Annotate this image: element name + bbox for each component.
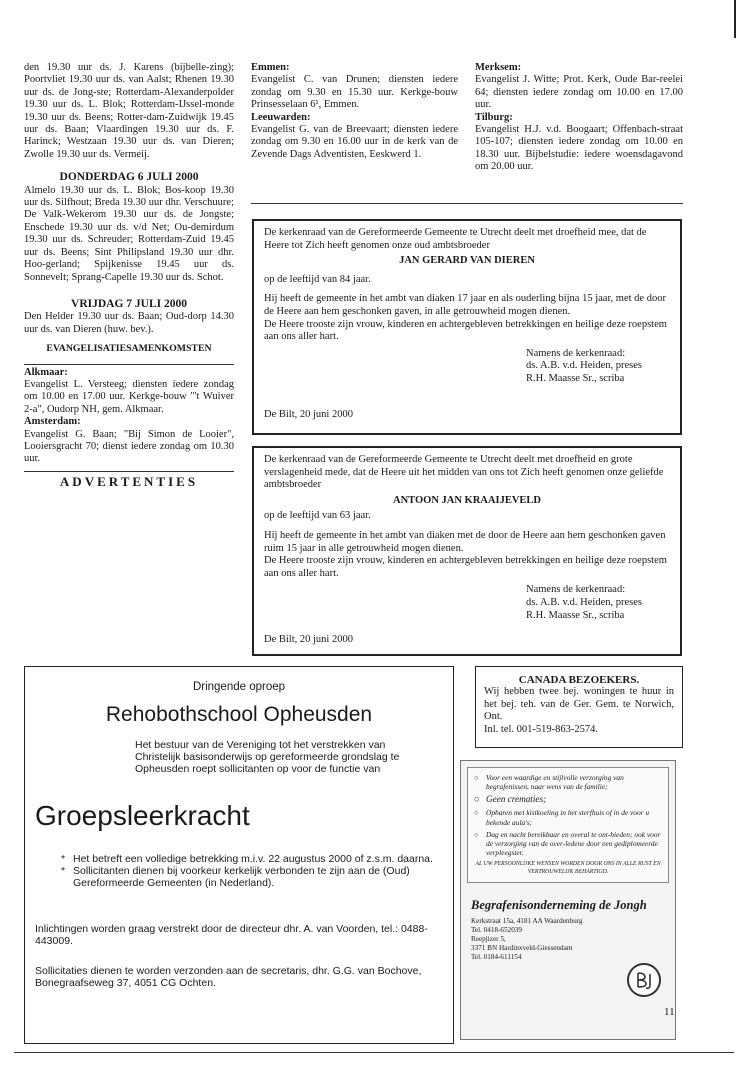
notice-date: De Bilt, 20 juni 2000 <box>264 409 353 420</box>
merksem-text: Evangelist J. Witte; Prot. Kerk, Oude Bar-reelei 64; diensten iedere zondag om 10.00 en 17.00 uur. <box>475 74 683 111</box>
emmen-city: Emmen: <box>251 62 290 73</box>
page-frame-top <box>0 0 736 38</box>
circle-icon: ○ <box>474 794 480 805</box>
info-text: Inlichtingen worden graag verstrekt door de directeur dhr. A. van Voorden, tel.: 0488-443009. <box>35 923 428 947</box>
alkmaar-city: Alkmaar: <box>24 366 68 378</box>
merksem-city: Merksem: <box>475 62 522 73</box>
signature-line: R.H. Maasse Sr., scriba <box>526 372 625 384</box>
divider <box>24 471 234 472</box>
notice-body: Hij heeft de gemeente in het ambt van diaken met de door de Heere aan hem geschonken gaven ruim 15 jaar in alle getrouwheid mogen dienen. <box>264 529 666 554</box>
tilburg-text: Evangelist H.J. v.d. Boogaart; Offenbach-straat 105-107; diensten iedere zondag om 10.00 en 18.30 uur. Bijbelstudie: iedere woensdagavond om 20.00 uur. <box>475 124 683 173</box>
signature-line: ds. A.B. v.d. Heiden, preses <box>526 360 642 372</box>
list-item <box>474 830 662 858</box>
church-services-list: den 19.30 uur ds. J. Karens (bijbelle-zing); Poortvliet 19.30 uur ds. van Aalst; Rhenen 19.30 uur ds. de Jong-ste; Rotterdam-Alexanderpolder 19.30 uur ds. L. Blok; Rotterdam-IJssel-monde 19.30 uur ds. Beens; Rotter-dam-Zuidwijk 19.45 uur ds. Baan; Vlaardingen 19.30 uur ds. F. Harinck; Westzaan 19.30 uur ds. van Dieren; Zwolle 19.30 uur ds. Vermeij. <box>24 62 234 160</box>
sollicitaties-text: Sollicitaties dienen te worden verzonden aan de secretaris, dhr. G.G. van Bochove, Bonegraafseweg 37, 4051 CG Ochten. <box>35 965 422 989</box>
notice-body: De Heere trooste zijn vrouw, kinderen en achtergebleven betrekkingen en heilige deze roepstem aan ons aller hart. <box>264 318 667 343</box>
bullet-text: Het betreft een volledige betrekking m.i.v. 22 augustus 2000 of z.s.m. daarna. <box>73 853 433 865</box>
notice-intro: De kerkenraad van de Gereformeerde Gemeente te Utrecht deelt met droefheid mee, dat de Heere tot Zich heeft genomen onze oud ambtsbroeder <box>264 227 647 251</box>
bullet-item <box>61 865 441 889</box>
canada-ad <box>475 666 683 748</box>
canada-text: Wij hebben twee bej. woningen te huur in het bej. teh. van de Ger. Gem. te Norwich, Ont. <box>484 686 674 723</box>
notice-age: op de leeftijd van 84 jaar. <box>264 273 371 285</box>
list-item <box>474 773 662 791</box>
amsterdam-city: Amsterdam: <box>24 416 81 428</box>
list-item <box>474 808 662 826</box>
page-number: 11 <box>664 1006 675 1018</box>
tilburg-city: Tilburg: <box>475 111 513 123</box>
column-2 <box>251 62 458 161</box>
signature-line: Namens de kerkenraad: <box>526 347 626 359</box>
amsterdam-text: Evangelist G. Baan; "Bij Simon de Looier", Looiersgracht 70; dienst iedere zondag om 10.30 uur. <box>24 428 234 465</box>
donderdag-services: Almelo 19.30 uur ds. L. Blok; Bos-koop 19.30 uur ds. Silfhout; Breda 19.30 uur dhr. Verschuure; De Valk-Wekerom 19.30 uur ds. de Jongste; Enschede 19.30 uur ds. v/d Net; Ou-demirdum 19.30 uur ds. Schreuder; Rotterdam-Zuid 19.45 uur ds. Beens; Sint Philipsland 19.30 uur dhr. Hoo-gerland; Spijkenisse 19.45 uur ds. Sonnevelt; Sprang-Capelle 19.30 uur ds. Schot. <box>24 184 234 283</box>
evangelisatie-heading: EVANGELISATIESAMENKOMSTEN <box>46 343 212 355</box>
item-text: Opbaren met kistkoeling in het sterfhuis of in de voor u bekende aula's; <box>486 808 650 827</box>
functie-title: Groepsleerkracht <box>35 800 250 831</box>
advertenties-heading: ADVERTENTIES <box>59 473 199 489</box>
canada-title: CANADA BEZOEKERS. <box>518 674 640 686</box>
oproep-label: Dringende oproep <box>192 681 286 693</box>
logo-icon <box>629 965 659 995</box>
notice-body: De Heere trooste zijn vrouw, kinderen en achtergebleven betrekkingen en heilige deze roepstem aan ons aller hart. <box>264 555 667 579</box>
signature-block <box>526 584 670 622</box>
item-text: Voor een waardige en stijlvolle verzorging van begrafenissen, naar wens van de familie; <box>486 773 624 792</box>
caps-text: AL UW PERSOONLIJKE WENSEN WORDEN DOOR ONS IN ALLE RUST EN VERTROUWELIJK BEHARTIGD. <box>475 861 661 876</box>
notice-age: op de leeftijd van 63 jaar. <box>264 510 371 522</box>
divider <box>251 203 683 204</box>
item-text: Dag en nacht bereikbaar en overal te ont-bieden; ook voor de verzorging van de over-ledene door een gediplomeerde verpleegster. <box>486 829 661 858</box>
divider <box>24 364 234 365</box>
bullet-item <box>61 853 441 865</box>
circle-icon: ○ <box>474 808 479 818</box>
canada-phone: Inl. tel. 001-519-863-2574. <box>484 723 599 735</box>
signature-block <box>526 348 670 386</box>
address-line: 3371 BN Hardinxveld-Giessendam <box>471 943 573 952</box>
bestuur-text: Het bestuur van de Vereniging tot het verstrekken van Christelijk basisonderwijs op gereformeerde grondslag te Opheusden roept sollicitanten op voor de functie van <box>135 739 400 775</box>
item-text: Geen crematies; <box>486 794 547 805</box>
circle-icon: ○ <box>474 773 479 782</box>
list-item <box>474 794 662 805</box>
notice-date: De Bilt, 20 juni 2000 <box>264 634 353 645</box>
circle-icon: ○ <box>474 829 479 839</box>
donderdag-heading: DONDERDAG 6 JULI 2000 <box>59 171 199 184</box>
deceased-name: ANTOON JAN KRAAIJEVELD <box>393 494 541 506</box>
phone-line: Tel. 0184-611154 <box>471 952 522 961</box>
services-box <box>467 767 669 883</box>
deceased-name: JAN GERARD VAN DIEREN <box>399 255 535 267</box>
vrijdag-heading: VRIJDAG 7 JULI 2000 <box>71 297 187 310</box>
page-frame-bottom <box>14 1052 734 1053</box>
brand-name: Begrafenisonderneming de Jongh <box>471 897 647 912</box>
column-3 <box>475 62 683 174</box>
bullet-list <box>61 853 441 889</box>
address-line: Kerkstraat 15a, 4181 AA Waardenburg <box>471 916 583 925</box>
signature-line: R.H. Maasse Sr., scriba <box>526 609 625 621</box>
vrijdag-services: Den Helder 19.30 uur ds. Baan; Oud-dorp 14.30 uur ds. van Dieren (huw. bev.). <box>24 311 234 335</box>
leeuwarden-text: Evangelist G. van de Breevaart; diensten iedere zondag om 9.30 en 16.00 uur in de kerk van de Zevende Dags Adventisten, Eeskwerd 1. <box>251 124 458 160</box>
logo-emblem <box>627 963 661 997</box>
address-line: Reepjizer 5, <box>471 934 506 943</box>
bullet-icon: * <box>61 865 66 877</box>
notice-body: Hij heeft de gemeente in het ambt van diaken 17 jaar en als ouderling bijna 15 jaar, met de door de Heere aan hem geschonken gaven, in alle getrouwheid mogen dienen. <box>264 293 666 317</box>
school-vacancy-ad <box>24 666 454 1044</box>
signature-line: ds. A.B. v.d. Heiden, preses <box>526 596 642 608</box>
death-notice-1 <box>252 219 682 435</box>
alkmaar-text: Evangelist L. Versteeg; diensten iedere zondag om 10.00 en 17.00 uur. Kerkge-bouw "'t Wuiver 2-a", Oudorp NH, gem. Alkmaar. <box>24 378 234 415</box>
bullet-text: Sollicitanten dienen bij voorkeur kerkelijk verbonden te zijn aan de (Oud) Gereformeerde Gemeenten (in Nederland). <box>73 865 410 889</box>
column-1 <box>24 62 234 488</box>
funeral-ad <box>460 760 676 1040</box>
address-block <box>467 917 669 962</box>
emmen-text: Evangelist C. van Drunen; diensten iedere zondag om 9.30 en 15.30 uur. Kerkge-bouw Prinsesselaan 6¹, Emmen. <box>251 74 458 111</box>
bullet-icon: * <box>61 853 66 865</box>
school-name: Rehobothschool Opheusden <box>105 703 373 726</box>
notice-intro: De kerkenraad van de Gereformeerde Gemeente te Utrecht deelt met droefheid en grote verslagenheid mede, dat de Heere uit het midden van ons tot Zich heeft genomen onze geliefde ambtsbroeder <box>264 454 664 491</box>
leeuwarden-city: Leeuwarden: <box>251 111 311 123</box>
phone-line: Tel. 0418-652039 <box>471 925 522 934</box>
signature-line: Namens de kerkenraad: <box>526 584 626 596</box>
death-notice-2 <box>252 446 682 656</box>
